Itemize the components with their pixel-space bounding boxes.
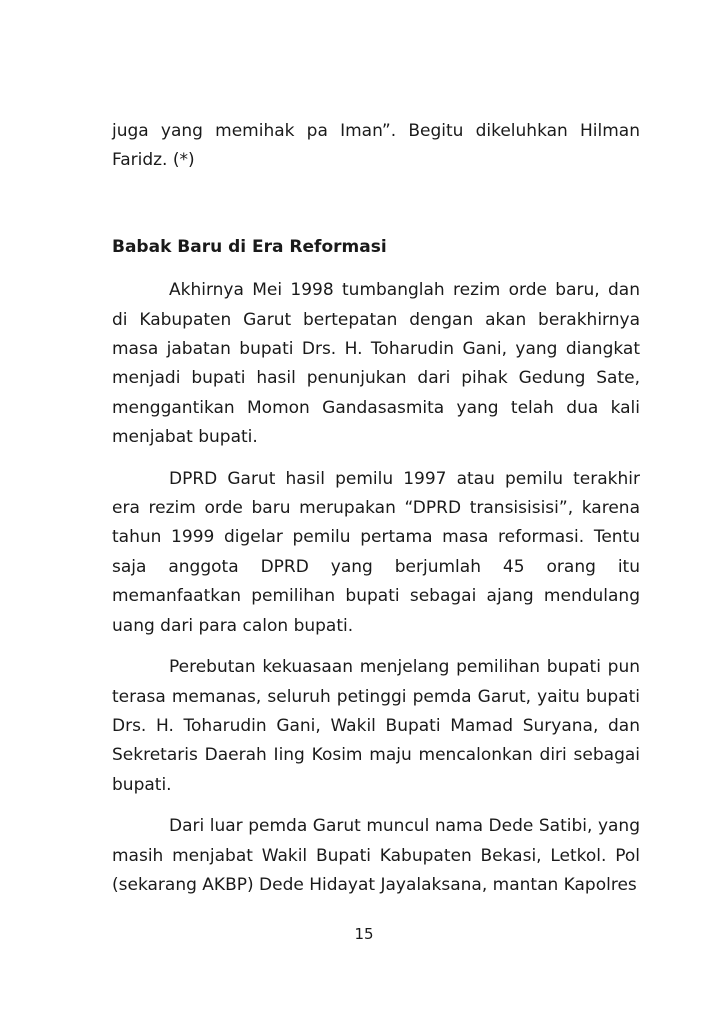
page-body [112, 117, 640, 900]
body-paragraph: Akhirnya Mei 1998 tumbanglah rezim orde baru, dan di Kabupaten Garut bertepatan dengan akan berakhirnya masa jabatan bupati Drs. H. Toharudin Gani, yang diangkat menjadi bupati hasil penunjukan dari pihak Gedung Sate, menggantikan Momon Gandasasmita yang telah dua kali menjabat bupati. [112, 280, 640, 448]
section-spacer [112, 176, 640, 233]
lead-paragraph: juga yang memihak pa Iman”. Begitu dikeluhkan Hilman Faridz. (*) [112, 121, 640, 171]
section-heading: Babak Baru di Era Reformasi [112, 236, 387, 257]
body-paragraph: Dari luar pemda Garut muncul nama Dede Satibi, yang masih menjabat Wakil Bupati Kabupaten Bekasi, Letkol. Pol (sekarang AKBP) Dede Hidayat Jayalaksana, mantan Kapolres [112, 816, 640, 895]
body-paragraph: DPRD Garut hasil pemilu 1997 atau pemilu terakhir era rezim orde baru merupakan “DPRD transisisisi”, karena tahun 1999 digelar pemilu pertama masa reformasi. Tentu saja anggota DPRD yang berjumlah 45 orang itu memanfaatkan pemilihan bupati sebagai ajang mendulang uang dari para calon bupati. [112, 468, 640, 636]
body-paragraph: Perebutan kekuasaan menjelang pemilihan bupati pun terasa memanas, seluruh petinggi pemda Garut, yaitu bupati Drs. H. Toharudin Gani, Wakil Bupati Mamad Suryana, dan Sekretaris Daerah Iing Kosim maju mencalonkan diri sebagai bupati. [112, 657, 640, 795]
page-number: 15 [354, 925, 374, 943]
